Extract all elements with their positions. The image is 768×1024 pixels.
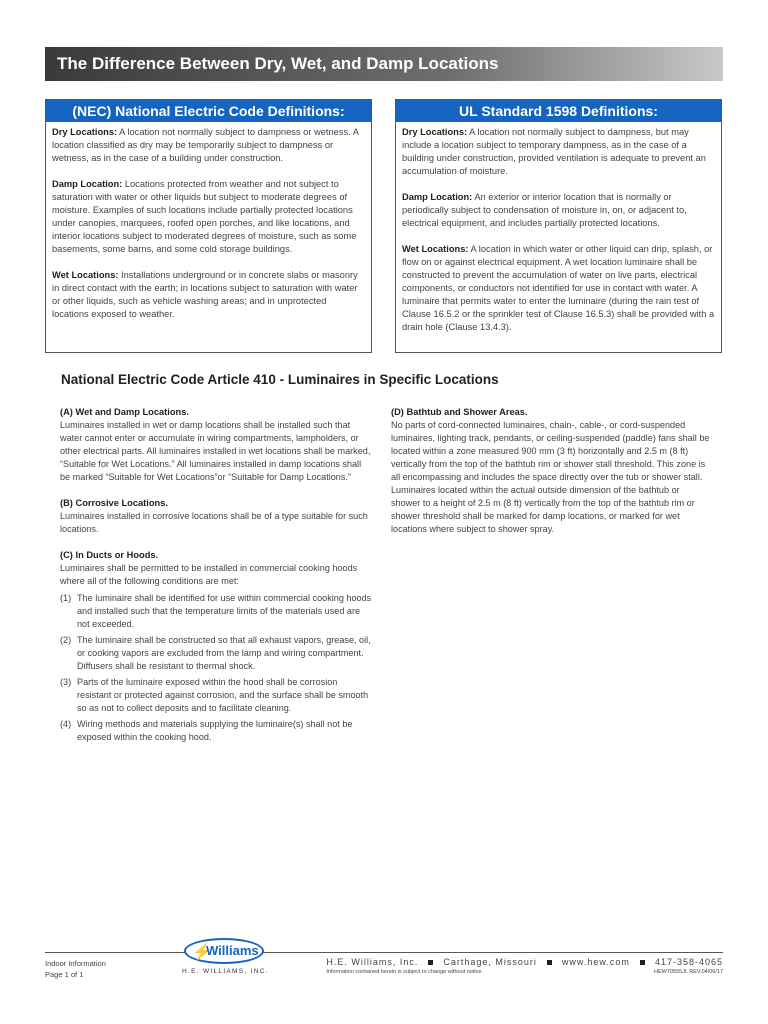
company-logo (178, 938, 273, 980)
section-c-intro: Luminaires shall be permitted to be installed in commercial cooking hoods where all of the following conditions are met: (60, 563, 358, 586)
nec-definitions-box (45, 99, 372, 353)
lightning-bolt-icon: ⚡ (192, 944, 212, 961)
footer-category: Indoor Information (45, 959, 106, 968)
footer-contact-block (326, 957, 723, 975)
section-a-heading: (A) Wet and Damp Locations. (60, 407, 189, 417)
ul-wet-definition: Wet Locations: A location in which water or other liquid can drip, splash, or flow on or against electrical equipment. A wet location luminaire shall be constructed to prevent the accumulation of water on live parts, electrical components, or conductors not identified for use in contact with water. A luminaire that permits water to enter the luminaire (during the rain test of Clause 16.5.2 or the sprinkler test of Clause 16.5.3) shall be provided with a drain hole (Clause 13.4.3). (402, 244, 715, 332)
section-d-text: No parts of cord-connected luminaires, chain-, cable-, or cord-suspended luminaires, lighting track, pendants, or ceiling-suspended (paddle) fans shall be located within a zone measured 900 mm (3 ft) horizontally and 2.5 m (8 ft) vertically from the top of the bathtub rim or shower stall threshold. This zone is all encompassing and includes the space directly over the tub or shower stall. Luminaires located within the actual outside dimension of the bathtub or shower to a height of 2.5 m (8 ft) vertically from the top of the bathtub rim or shower threshold shall be marked for damp locations, or marked for wet locations where subject to shower spray. (391, 420, 710, 534)
logo-wordmark: Williams (206, 943, 259, 958)
section-a-text: Luminaires installed in wet or damp locations shall be installed such that water cannot enter or accumulate in wiring compartments, lampholders, or other electrical parts. All luminaires installed in wet locations shall be marked, “Suitable for Wet Locations.” All luminaires installed in damp locations shall be marked “Suitable for Wet Locations”or “Suitable for Damp Locations.” (60, 420, 371, 482)
section-b-text: Luminaires installed in corrosive locations shall be of a type suitable for such locations. (60, 511, 368, 534)
footer-city: Carthage, Missouri (443, 957, 537, 967)
logo-subtitle: H.E. WILLIAMS, INC. (182, 968, 269, 975)
ul-dry-definition: Dry Locations: A location not normally subject to dampness, but may include a location subject to temporary dampness, as in the case of a building under construction, provided ventilation is adequate to prevent an accumulation of moisture. (402, 127, 706, 176)
article-left-column (60, 406, 372, 747)
footer-website[interactable]: www.hew.com (561, 957, 630, 967)
article-right-column (391, 406, 711, 549)
ul-damp-definition: Damp Location: An exterior or interior location that is normally or periodically subject to condensation of moisture in, on, or adjacent to, electrical equipment, and includes partially protected locations. (402, 192, 687, 228)
footer-phone: 417-358-4065 (654, 957, 723, 967)
nec-definitions-heading: (NEC) National Electric Code Definitions: (46, 100, 371, 122)
footer-page-number: Page 1 of 1 (45, 970, 84, 979)
bullet-square-icon (428, 960, 433, 965)
list-item: (4) Wiring methods and materials supplying the luminaire(s) shall not be exposed within the cooking hood. (60, 719, 353, 742)
ul-definitions-box (395, 99, 722, 353)
bullet-square-icon (547, 960, 552, 965)
nec-dry-definition: Dry Locations: A location not normally subject to dampness or wetness. A location classified as dry may be temporarily subject to dampness or wetness, as in the case of a building under construction. (52, 127, 359, 163)
footer-divider (45, 952, 723, 953)
bullet-square-icon (640, 960, 645, 965)
list-item: (1) The luminaire shall be identified for use within commercial cooking hoods and installed such that the temperature limits of the materials used are not exceeded. (60, 593, 372, 629)
ul-definitions-heading: UL Standard 1598 Definitions: (396, 100, 721, 122)
nec-wet-definition: Wet Locations: Installations underground or in concrete slabs or masonry in direct contact with the earth; in locations subject to saturation with water or other liquids, such as vehicle washing areas; and in unprotected locations exposed to weather. (52, 270, 358, 319)
article-410-title: National Electric Code Article 410 - Luminaires in Specific Locations (61, 372, 499, 387)
footer-left-info (45, 958, 106, 980)
section-c-heading: (C) In Ducts or Hoods. (60, 550, 159, 560)
list-item: (2) The luminaire shall be constructed so that all exhaust vapors, grease, oil, or cooking vapors are excluded from the lamp and wiring compartment. Diffusers shall be resistant to thermal shock. (60, 635, 371, 671)
footer-disclaimer: Information contained herein is subject to change without notice. (326, 969, 483, 975)
footer-doc-code: HEW70555JL REV.04/06/17 (654, 969, 723, 975)
section-b-heading: (B) Corrosive Locations. (60, 498, 168, 508)
section-c-list (60, 592, 372, 744)
nec-damp-definition: Damp Location: Locations protected from weather and not subject to saturation with water or other liquids but subject to moderate degrees of moisture. Examples of such locations include partially protected locations under canopies, marquees, roofed open porches, and like locations, and interior locations subject to moderated degrees of moisture, such as some basements, some barns, and some cold storage buildings. (52, 179, 357, 254)
section-d-heading: (D) Bathtub and Shower Areas. (391, 407, 528, 417)
footer-company: H.E. Williams, Inc. (326, 957, 419, 967)
list-item: (3) Parts of the luminaire exposed within the hood shall be corrosion resistant or protected against corrosion, and the surface shall be smooth so as not to collect deposits and to facilitate cleaning. (60, 677, 369, 713)
page-title: The Difference Between Dry, Wet, and Damp Locations (45, 47, 723, 81)
